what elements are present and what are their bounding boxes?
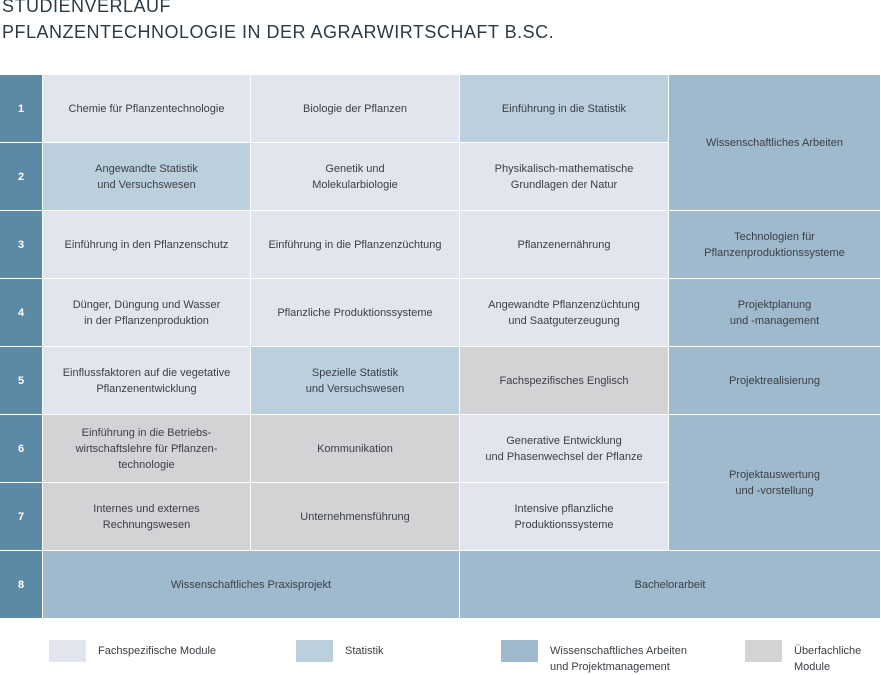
semester-label: 4 (0, 279, 43, 347)
legend-item (501, 640, 687, 675)
module-cell: Unternehmensführung (251, 483, 460, 551)
module-cell: Angewandte Pflanzenzüchtung und Saatguterzeugung (460, 279, 669, 347)
semester-label: 5 (0, 347, 43, 415)
page-subtitle: PFLANZENTECHNOLOGIE IN DER AGRARWIRTSCHAFT B.SC. (2, 22, 555, 42)
module-cell: Chemie für Pflanzentechnologie (43, 75, 251, 143)
legend-swatch (49, 640, 86, 662)
module-cell: Internes und externes Rechnungswesen (43, 483, 251, 551)
module-cell: Pflanzliche Produktionssysteme (251, 279, 460, 347)
module-cell: Einführung in den Pflanzenschutz (43, 211, 251, 279)
legend-label: Fachspezifische Module (98, 645, 217, 657)
module-cell: Projektauswertung und -vorstellung (669, 415, 881, 551)
module-cell: Wissenschaftliches Arbeiten (669, 75, 881, 211)
semester-label: 3 (0, 211, 43, 279)
semester-label: 7 (0, 483, 43, 551)
module-cell: Fachspezifisches Englisch (460, 347, 669, 415)
semester-label: 6 (0, 415, 43, 483)
curriculum-grid (0, 75, 881, 619)
module-cell: Einführung in die Pflanzenzüchtung (251, 211, 460, 279)
module-cell: Angewandte Statistik und Versuchswesen (43, 143, 251, 211)
module-cell: Einführung in die Statistik (460, 75, 669, 143)
legend-label: Wissenschaftliches Arbeiten und Projektmanagement (550, 645, 687, 673)
module-cell: Einflussfaktoren auf die vegetative Pflanzenentwicklung (43, 347, 251, 415)
module-cell: Dünger, Düngung und Wasser in der Pflanzenproduktion (43, 279, 251, 347)
module-cell: Pflanzenernährung (460, 211, 669, 279)
semester-label: 2 (0, 143, 43, 211)
legend-swatch (745, 640, 782, 662)
legend-item (49, 640, 216, 662)
page-title: STUDIENVERLAUF (2, 0, 172, 16)
module-cell: Intensive pflanzliche Produktionssysteme (460, 483, 669, 551)
module-cell: Wissenschaftliches Praxisprojekt (43, 551, 460, 619)
module-cell: Spezielle Statistik und Versuchswesen (251, 347, 460, 415)
legend-swatch (501, 640, 538, 662)
legend-swatch (296, 640, 333, 662)
module-cell: Physikalisch-mathematische Grundlagen der Natur (460, 143, 669, 211)
legend-label: Überfachliche Module (794, 645, 862, 673)
module-cell: Bachelorarbeit (460, 551, 881, 619)
module-cell: Einführung in die Betriebs- wirtschaftslehre für Pflanzen- technologie (43, 415, 251, 483)
module-cell: Genetik und Molekularbiologie (251, 143, 460, 211)
legend (0, 640, 881, 675)
legend-item (745, 640, 861, 675)
module-cell: Biologie der Pflanzen (251, 75, 460, 143)
module-cell: Generative Entwicklung und Phasenwechsel der Pflanze (460, 415, 669, 483)
module-cell: Kommunikation (251, 415, 460, 483)
legend-item (296, 640, 384, 662)
semester-label: 1 (0, 75, 43, 143)
module-cell: Technologien für Pflanzenproduktionssysteme (669, 211, 881, 279)
legend-label: Statistik (345, 645, 384, 657)
module-cell: Projektplanung und -management (669, 279, 881, 347)
module-cell: Projektrealisierung (669, 347, 881, 415)
semester-label: 8 (0, 551, 43, 619)
